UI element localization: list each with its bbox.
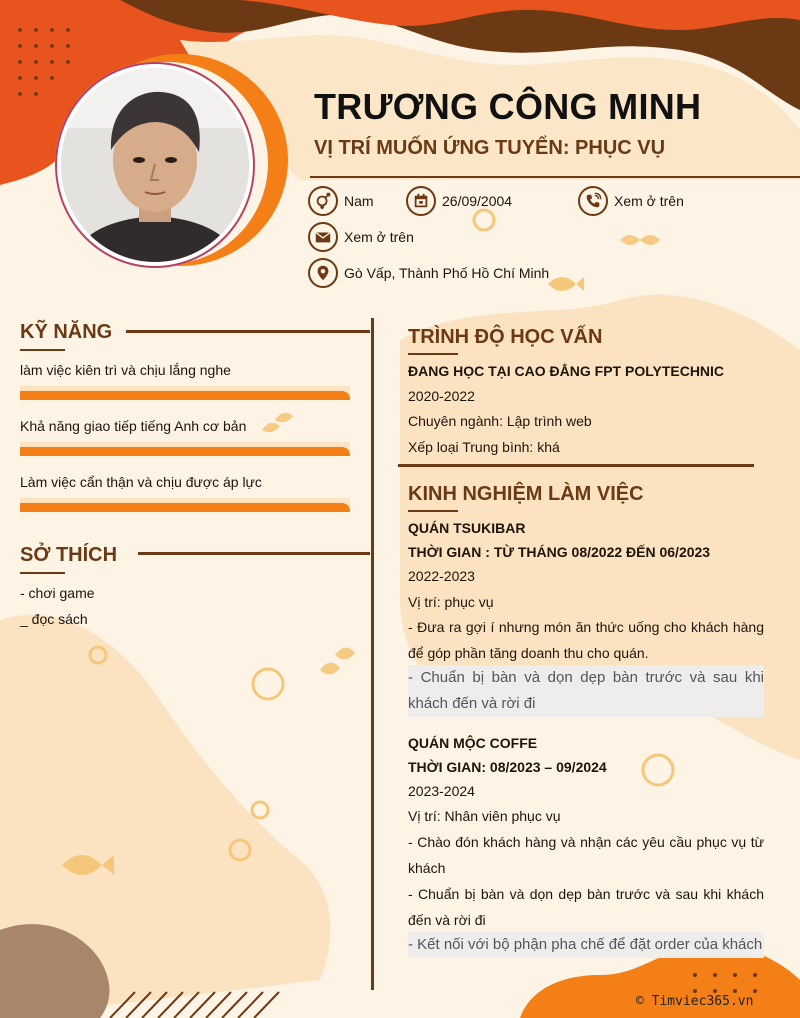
- column-divider: [371, 318, 374, 990]
- skills-title-underline: [20, 349, 65, 351]
- copyright-text: © Timviec365.vn: [636, 994, 754, 1009]
- birthday-value: 26/09/2004: [442, 193, 513, 209]
- hobbies-title: SỞ THÍCH: [20, 544, 118, 566]
- job-time: THỜI GIAN: 08/2023 – 09/2024: [408, 759, 607, 775]
- education-major: Chuyên ngành: Lập trình web: [408, 413, 592, 429]
- education-rank: Xếp loại Trung bình: khá: [408, 439, 560, 455]
- education-period: 2020-2022: [408, 388, 475, 404]
- job-role: Vị trí: Nhân viên phục vụ: [408, 808, 561, 824]
- contact-birthday: [406, 186, 512, 216]
- job-duty: - Kết nối với bộ phận pha chế để đặt order của khách: [408, 932, 764, 958]
- job-duty: - Chuẩn bị bàn và dọn dẹp bàn trước và sau khi khách đến và rời đi: [408, 665, 764, 717]
- education-school: ĐANG HỌC TẠI CAO ĐẲNG FPT POLYTECHNIC: [408, 363, 725, 379]
- skill-label: Khả năng giao tiếp tiếng Anh cơ bản: [20, 418, 247, 434]
- job-duty: - Đưa ra gợi í nhưng món ăn thức uống cho khách hàng để góp phần tăng doanh thu cho quán.: [408, 619, 764, 661]
- education-rule: [398, 464, 754, 467]
- skill-bar: [20, 498, 350, 512]
- skill-bar: [20, 386, 350, 400]
- phone-icon: [578, 186, 608, 216]
- calendar-icon: [406, 186, 436, 216]
- skill-bar: [20, 442, 350, 456]
- phone-value: Xem ở trên: [614, 193, 684, 209]
- skill-bar-fill: [20, 447, 350, 456]
- skill-label: làm việc kiên trì và chịu lắng nghe: [20, 362, 231, 378]
- skills-rule: [126, 330, 370, 333]
- address-value: Gò Vấp, Thành Phố Hồ Chí Minh: [344, 265, 550, 281]
- skill-label: Làm việc cẩn thận và chịu được áp lực: [20, 474, 262, 490]
- gender-icon: [308, 186, 338, 216]
- gender-value: Nam: [344, 193, 374, 209]
- experience-title-underline: [408, 510, 458, 512]
- contact-phone: [578, 186, 684, 216]
- education-title-underline: [408, 353, 458, 355]
- hobbies-title-underline: [20, 572, 65, 574]
- contact-email: [308, 222, 414, 252]
- job-duty: - Chuẩn bị bàn và dọn dẹp bàn trước và sau khi khách đến và rời đi: [408, 886, 764, 928]
- candidate-name: TRƯƠNG CÔNG MINH: [314, 86, 702, 127]
- hobby-item: - chơi game: [20, 585, 95, 601]
- skill-bar-fill: [20, 391, 350, 400]
- skills-title: KỸ NĂNG: [20, 321, 113, 343]
- job-time: THỜI GIAN : TỪ THÁNG 08/2022 ĐẾN 06/2023: [408, 544, 711, 560]
- education-title: TRÌNH ĐỘ HỌC VẤN: [408, 326, 603, 348]
- email-icon: [308, 222, 338, 252]
- job-duty: - Chào đón khách hàng và nhận các yêu cầu phục vụ từ khách: [408, 834, 764, 876]
- job-years: 2023-2024: [408, 783, 475, 799]
- job-years: 2022-2023: [408, 568, 475, 584]
- profile-photo: [61, 68, 249, 262]
- desired-position: VỊ TRÍ MUỐN ỨNG TUYỂN: PHỤC VỤ: [314, 137, 666, 159]
- hobby-item: _ đọc sách: [20, 611, 88, 627]
- job-company: QUÁN TSUKIBAR: [408, 520, 526, 536]
- hobbies-rule: [138, 552, 370, 555]
- avatar: [55, 60, 255, 270]
- contact-address: [308, 258, 549, 288]
- location-icon: [308, 258, 338, 288]
- email-value: Xem ở trên: [344, 229, 414, 245]
- experience-title: KINH NGHIỆM LÀM VIỆC: [408, 483, 644, 505]
- skill-bar-fill: [20, 503, 350, 512]
- contact-gender: [308, 186, 374, 216]
- header-divider: [310, 176, 800, 178]
- job-company: QUÁN MỘC COFFE: [408, 735, 538, 751]
- job-role: Vị trí: phục vụ: [408, 594, 494, 610]
